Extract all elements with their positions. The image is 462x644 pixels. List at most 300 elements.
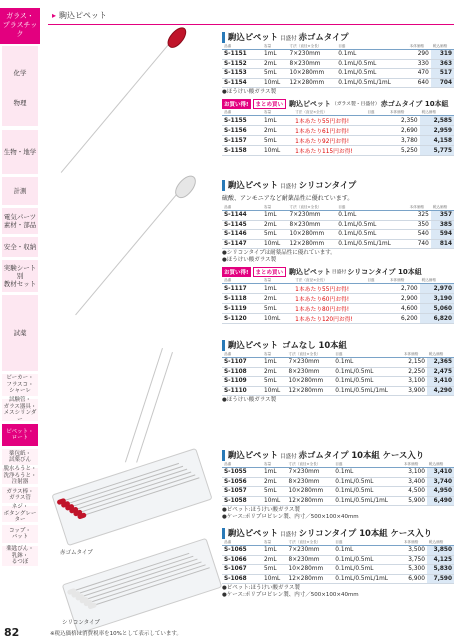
product-code: S-1145	[222, 220, 262, 230]
table-row	[222, 230, 454, 240]
product-code: S-1056	[222, 477, 262, 487]
table-row	[222, 574, 454, 584]
price: 3,750	[402, 555, 427, 565]
dimensions: 1本あたり55円お得!	[293, 284, 388, 294]
graduation: 0.1mL/0.5mL	[333, 487, 402, 497]
price-with-tax: 2,585	[420, 116, 454, 126]
note-line: ●ほうけい酸ガラス製	[222, 397, 277, 404]
product-code: S-1117	[222, 284, 262, 294]
title-main: 駒込ピペット	[228, 340, 279, 350]
section-title	[222, 340, 454, 351]
graduation: 0.1mL/0.5mL	[336, 220, 407, 230]
column-header: 税込価格	[431, 43, 454, 50]
table-row	[222, 239, 454, 249]
dimensions: 7×230mm	[288, 211, 337, 221]
table-row	[222, 136, 454, 146]
price-with-tax: 363	[431, 59, 454, 69]
dimensions: 1本あたり60円お得!	[293, 294, 388, 304]
column-header: 本体価格	[402, 461, 427, 468]
cased-bulb	[77, 512, 87, 520]
column-header: 税込価格	[420, 109, 454, 116]
sidebar-subitem[interactable]: コップ・ バット	[2, 525, 38, 544]
price-table	[222, 43, 454, 88]
price-with-tax: 5,060	[420, 304, 454, 314]
graduation: 0.1mL/0.5mL	[333, 367, 402, 377]
table-row	[222, 358, 454, 368]
capacity: 1mL	[262, 468, 287, 478]
column-header: 寸法（直径×全長）	[288, 43, 337, 50]
price-with-tax: 6,820	[420, 314, 454, 324]
product-code: S-1110	[222, 386, 262, 396]
column-header: 容量	[262, 109, 293, 116]
capacity: 10mL	[262, 496, 287, 506]
title-small: 目盛付	[280, 532, 297, 538]
capacity: 5mL	[262, 69, 288, 79]
note-line: ●ケース:ポリプロピレン製、内寸／500×100×40mm	[222, 514, 359, 521]
capacity: 10mL	[262, 146, 293, 156]
table-row	[222, 555, 454, 565]
table-row	[222, 386, 454, 396]
caption-red-rubber: 赤ゴムタイプ	[60, 550, 93, 556]
price-table	[222, 351, 454, 396]
dimensions: 10×280mm	[288, 230, 337, 240]
graduation: 0.1mL/0.5mL	[333, 555, 402, 565]
table-row	[222, 146, 454, 156]
capacity: 10mL	[262, 239, 288, 249]
section-title	[222, 32, 454, 43]
table-row	[222, 477, 454, 487]
bargain-badge: お買い得!	[222, 99, 251, 109]
sidebar-item[interactable]: 化学	[2, 46, 38, 101]
table-row	[222, 69, 454, 79]
set-title-variant: シリコンタイプ 10本組	[347, 267, 422, 276]
product-code: S-1057	[222, 487, 262, 497]
column-header: 目盛	[336, 204, 407, 211]
column-header: 容量	[262, 351, 287, 358]
capacity: 5mL	[262, 377, 287, 387]
price-with-tax: 319	[431, 50, 454, 60]
product-code: S-1147	[222, 239, 262, 249]
column-header: 品番	[222, 109, 262, 116]
price-with-tax: 4,950	[427, 487, 454, 497]
capacity: 1mL	[262, 50, 288, 60]
column-header: 目盛	[336, 43, 407, 50]
sidebar-subitem[interactable]: ネジ・ ボタングレーター	[3, 504, 37, 524]
price-with-tax: 357	[431, 211, 454, 221]
graduation: 0.1mL/0.5mL/1mL	[336, 239, 407, 249]
sidebar-subitem[interactable]: 薬包紙・ 試薬びん	[2, 449, 38, 466]
column-header: 目盛	[333, 539, 402, 546]
price: 5,300	[402, 565, 427, 575]
sidebar-nav	[0, 0, 40, 644]
sidebar-item[interactable]: 生物・地学	[2, 130, 38, 175]
price: 350	[408, 220, 431, 230]
price: 2,250	[402, 367, 427, 377]
price-with-tax: 704	[431, 78, 454, 88]
graduation: 0.1mL	[336, 50, 407, 60]
capacity: 10mL	[262, 386, 287, 396]
graduation: 0.1mL/0.5mL/1mL	[333, 574, 402, 584]
table-row	[222, 78, 454, 88]
column-header: 品番	[222, 539, 262, 546]
table-row	[222, 377, 454, 387]
title-variant: シリコンタイプ 10本組 ケース入り	[298, 528, 433, 538]
pipette-bulb	[164, 24, 189, 51]
price-with-tax: 814	[431, 239, 454, 249]
table-row	[222, 487, 454, 497]
price: 6,200	[388, 314, 420, 324]
product-code: S-1153	[222, 69, 262, 79]
table-row	[222, 294, 454, 304]
dimensions: 7×230mm	[287, 546, 334, 556]
price: 5,900	[402, 496, 427, 506]
sidebar-item[interactable]: 試薬	[2, 295, 38, 372]
title-small: 目盛付	[280, 454, 297, 460]
price: 3,100	[402, 468, 427, 478]
product-code: S-1109	[222, 377, 262, 387]
product-code: S-1146	[222, 230, 262, 240]
capacity: 5mL	[262, 230, 288, 240]
sidebar-item[interactable]: 計測	[2, 177, 38, 206]
title-variant: ゴムなし 10本組	[282, 340, 347, 350]
set-title-small: 目盛付	[331, 270, 347, 276]
sidebar-category-glass[interactable]: ガラス・ プラスチック	[0, 8, 40, 44]
column-header: 寸法（直径×全長）	[288, 204, 337, 211]
price-with-tax: 2,959	[420, 126, 454, 136]
column-header: 寸法（直径×全長）	[287, 539, 334, 546]
product-code: S-1107	[222, 358, 262, 368]
price-with-tax: 4,158	[420, 136, 454, 146]
capacity: 5mL	[262, 136, 293, 146]
table-row	[222, 284, 454, 294]
graduation: 0.1mL/0.5mL/1mL	[333, 496, 402, 506]
price: 330	[408, 59, 431, 69]
price: 470	[408, 69, 431, 79]
price-table	[222, 204, 454, 249]
product-code: S-1065	[222, 546, 262, 556]
price-with-tax: 4,125	[427, 555, 454, 565]
table-row	[222, 565, 454, 575]
capacity: 2mL	[262, 126, 293, 136]
column-header: 目盛	[333, 461, 402, 468]
column-header: 本体価格	[388, 109, 420, 116]
dimensions: 10×280mm	[287, 377, 334, 387]
dimensions: 10×280mm	[288, 69, 337, 79]
section-title	[222, 180, 454, 191]
table-row	[222, 546, 454, 556]
title-small: 目盛付	[280, 184, 297, 190]
section-title	[222, 450, 454, 461]
column-header: 本体価格	[408, 43, 431, 50]
set-price-table	[222, 277, 454, 324]
table-row	[222, 367, 454, 377]
price: 4,600	[388, 304, 420, 314]
dimensions: 1本あたり55円お得!	[293, 116, 388, 126]
price-with-tax: 517	[431, 69, 454, 79]
graduation: 0.1mL/0.5mL	[333, 477, 402, 487]
table-row	[222, 50, 454, 60]
bulk-buy-badge: まとめ買い	[253, 267, 287, 277]
note-line: ●ケース:ポリプロピレン製、内寸／500×100×40mm	[222, 592, 359, 599]
section-notes	[222, 89, 454, 96]
table-row	[222, 468, 454, 478]
price-with-tax: 4,290	[427, 386, 454, 396]
column-header: 本体価格	[402, 351, 427, 358]
dimensions: 7×230mm	[288, 50, 337, 60]
price: 2,700	[388, 284, 420, 294]
product-code: S-1154	[222, 78, 262, 88]
page-number: 82	[4, 626, 20, 639]
product-code: S-1055	[222, 468, 262, 478]
price: 740	[408, 239, 431, 249]
capacity: 1mL	[262, 211, 288, 221]
product-code: S-1119	[222, 304, 262, 314]
cased-bulb	[87, 602, 97, 610]
price-with-tax: 3,410	[427, 468, 454, 478]
sidebar-item[interactable]: 物理	[2, 80, 38, 127]
column-header: 目盛	[365, 109, 388, 116]
set-price-table	[222, 109, 454, 156]
dimensions: 1本あたり80円お得!	[293, 304, 388, 314]
product-code: S-1144	[222, 211, 262, 221]
column-header: 品番	[222, 277, 262, 284]
capacity: 2mL	[262, 477, 287, 487]
product-code: S-1066	[222, 555, 262, 565]
sidebar-item[interactable]: 実験シート別 教材セット	[2, 260, 38, 293]
sidebar-subitem[interactable]: 試験管・ ガラス器具・ メスシリンダー	[3, 397, 37, 423]
dimensions: 12×280mm	[288, 239, 337, 249]
price: 3,780	[388, 136, 420, 146]
column-header: 品番	[222, 204, 262, 211]
product-code: S-1157	[222, 136, 262, 146]
dimensions: 1本あたり120円お得!	[293, 314, 388, 324]
table-row	[222, 314, 454, 324]
product-code: S-1108	[222, 367, 262, 377]
silicone-pipette	[75, 192, 179, 315]
dimensions: 12×280mm	[288, 78, 337, 88]
price-with-tax: 2,970	[420, 284, 454, 294]
price: 6,900	[402, 574, 427, 584]
dimensions: 1本あたり61円お得!	[293, 126, 388, 136]
price-with-tax: 5,775	[420, 146, 454, 156]
price-with-tax: 3,190	[420, 294, 454, 304]
column-header: 容量	[262, 43, 288, 50]
page-heading	[52, 10, 107, 21]
price: 325	[408, 211, 431, 221]
column-header: 本体価格	[402, 539, 427, 546]
graduation: 0.1mL/0.5mL	[336, 69, 407, 79]
dimensions: 8×230mm	[287, 367, 334, 377]
column-header: 税込価格	[427, 461, 454, 468]
dimensions: 1本あたり115円お得!	[293, 146, 388, 156]
price: 640	[408, 78, 431, 88]
capacity: 1mL	[262, 358, 287, 368]
note-line: ●ほうけい酸ガラス製	[222, 257, 277, 264]
set-title-main: 駒込ピペット	[289, 267, 331, 276]
table-row	[222, 496, 454, 506]
dimensions: 8×230mm	[287, 477, 334, 487]
title-main: 駒込ピペット	[228, 180, 279, 190]
dimensions: 7×230mm	[287, 468, 334, 478]
capacity: 10mL	[262, 574, 287, 584]
price-with-tax: 3,410	[427, 377, 454, 387]
column-header: 寸法（直径×全長）	[293, 109, 365, 116]
capacity: 5mL	[262, 304, 293, 314]
note-line: ●ピペット:ほうけい酸ガラス製	[222, 585, 300, 592]
column-header: 税込価格	[427, 539, 454, 546]
dimensions: 10×280mm	[287, 487, 334, 497]
note-line: ●ほうけい酸ガラス製	[222, 89, 277, 96]
sidebar-subitem[interactable]: ビーカー・ フラスコ・ シャーレ	[2, 374, 38, 397]
column-header: 本体価格	[408, 204, 431, 211]
price: 540	[408, 230, 431, 240]
graduation: 0.1mL	[333, 468, 402, 478]
product-code: S-1058	[222, 496, 262, 506]
price-with-tax: 6,490	[427, 496, 454, 506]
price-with-tax: 3,740	[427, 477, 454, 487]
table-row	[222, 211, 454, 221]
column-header: 容量	[262, 539, 287, 546]
graduation: 0.1mL/0.5mL/1mL	[333, 386, 402, 396]
bargain-badge: お買い得!	[222, 267, 251, 277]
section-notes	[222, 585, 454, 599]
graduation: 0.1mL/0.5mL	[333, 377, 402, 387]
column-header: 目盛	[333, 351, 402, 358]
dimensions: 12×280mm	[287, 386, 334, 396]
note-line: ●シリコンタイプは耐薬品性に優れています。	[222, 250, 336, 257]
sidebar-subitem[interactable]: ガラス棒・ ガラス管	[2, 487, 38, 504]
price-with-tax: 2,475	[427, 367, 454, 377]
graduation: 0.1mL	[333, 358, 402, 368]
title-variant: 赤ゴムタイプ	[298, 32, 349, 42]
dimensions: 7×230mm	[287, 358, 334, 368]
table-row	[222, 126, 454, 136]
sidebar-item[interactable]: 電気パーツ 素材・部品	[2, 208, 38, 235]
graduation: 0.1mL/0.5mL	[336, 59, 407, 69]
product-code: S-1120	[222, 314, 262, 324]
column-header: 本体価格	[388, 277, 420, 284]
dimensions: 1本あたり92円お得!	[293, 136, 388, 146]
page-title: 駒込ピペット	[59, 11, 107, 20]
graduation: 0.1mL/0.5mL	[333, 565, 402, 575]
header-divider	[48, 24, 454, 25]
product-code: S-1156	[222, 126, 262, 136]
price-with-tax: 3,850	[427, 546, 454, 556]
product-code: S-1118	[222, 294, 262, 304]
capacity: 5mL	[262, 565, 287, 575]
product-section	[222, 450, 454, 521]
tax-footnote: ※税込価格は消費税率を10%として表示しています。	[50, 631, 182, 637]
dimensions: 8×230mm	[288, 59, 337, 69]
caption-silicone: シリコンタイプ	[62, 620, 100, 626]
column-header: 寸法（直径×全長）	[293, 277, 365, 284]
title-variant: シリコンタイプ	[298, 180, 357, 190]
price-table	[222, 461, 454, 506]
pipette-no-rubber	[125, 348, 163, 462]
sidebar-subitem[interactable]: 脱水ろうと・ 洗浄ろうと・ 注射器	[3, 466, 37, 486]
product-section	[222, 528, 454, 599]
column-header: 容量	[262, 461, 287, 468]
capacity: 2mL	[262, 220, 288, 230]
table-row	[222, 116, 454, 126]
graduation: 0.1mL/0.5mL/1mL	[336, 78, 407, 88]
price: 290	[408, 50, 431, 60]
section-notes	[222, 397, 454, 404]
title-main: 駒込ピペット	[228, 528, 279, 538]
sidebar-subitem-active[interactable]: ピペット・ ロート	[2, 424, 38, 447]
capacity: 2mL	[262, 59, 288, 69]
product-code: S-1067	[222, 565, 262, 575]
table-row	[222, 59, 454, 69]
note-line: ●ピペット:ほうけい酸ガラス製	[222, 507, 300, 514]
column-header: 税込価格	[420, 277, 454, 284]
set-title-main: 駒込ピペット	[289, 99, 331, 108]
graduation: 0.1mL	[336, 211, 407, 221]
set-title-variant: 赤ゴムタイプ 10本組	[380, 99, 449, 108]
product-code: S-1152	[222, 59, 262, 69]
dimensions: 12×280mm	[287, 574, 334, 584]
set-title-small: （ガラス製・目盛付）	[331, 102, 380, 108]
graduation: 0.1mL	[333, 546, 402, 556]
price-with-tax: 7,590	[427, 574, 454, 584]
price: 3,900	[402, 386, 427, 396]
red-rubber-pipette	[61, 42, 171, 173]
column-header: 寸法（直径×全長）	[287, 461, 334, 468]
column-header: 容量	[262, 277, 293, 284]
price-with-tax: 5,830	[427, 565, 454, 575]
capacity: 1mL	[262, 116, 293, 126]
capacity: 1mL	[262, 284, 293, 294]
case-red-rubber	[51, 448, 212, 546]
capacity: 2mL	[262, 294, 293, 304]
capacity: 1mL	[262, 546, 287, 556]
product-section	[222, 180, 454, 324]
sidebar-subitem[interactable]: 薬匙びん・ 乳鉢・ るつぼ	[2, 546, 38, 567]
bulk-set-title	[222, 98, 454, 109]
price: 5,250	[388, 146, 420, 156]
section-notes	[222, 250, 454, 264]
dimensions: 12×280mm	[287, 496, 334, 506]
product-code: S-1068	[222, 574, 262, 584]
price: 3,100	[402, 377, 427, 387]
table-row	[222, 220, 454, 230]
product-code: S-1158	[222, 146, 262, 156]
price-with-tax: 2,365	[427, 358, 454, 368]
capacity: 2mL	[262, 555, 287, 565]
product-code: S-1151	[222, 50, 262, 60]
capacity: 5mL	[262, 487, 287, 497]
section-marker-icon: ▸	[52, 11, 57, 20]
column-header: 目盛	[365, 277, 388, 284]
product-section	[222, 32, 454, 156]
capacity: 10mL	[262, 314, 293, 324]
column-header: 寸法（直径×全長）	[287, 351, 334, 358]
price: 3,400	[402, 477, 427, 487]
sidebar-item[interactable]: 安全・収納	[2, 237, 38, 258]
price: 3,500	[402, 546, 427, 556]
section-title	[222, 528, 454, 539]
dimensions: 8×230mm	[288, 220, 337, 230]
column-header: 品番	[222, 461, 262, 468]
price: 4,500	[402, 487, 427, 497]
column-header: 品番	[222, 351, 262, 358]
title-main: 駒込ピペット	[228, 450, 279, 460]
table-row	[222, 304, 454, 314]
price-with-tax: 594	[431, 230, 454, 240]
price: 2,150	[402, 358, 427, 368]
capacity: 10mL	[262, 78, 288, 88]
price: 2,900	[388, 294, 420, 304]
